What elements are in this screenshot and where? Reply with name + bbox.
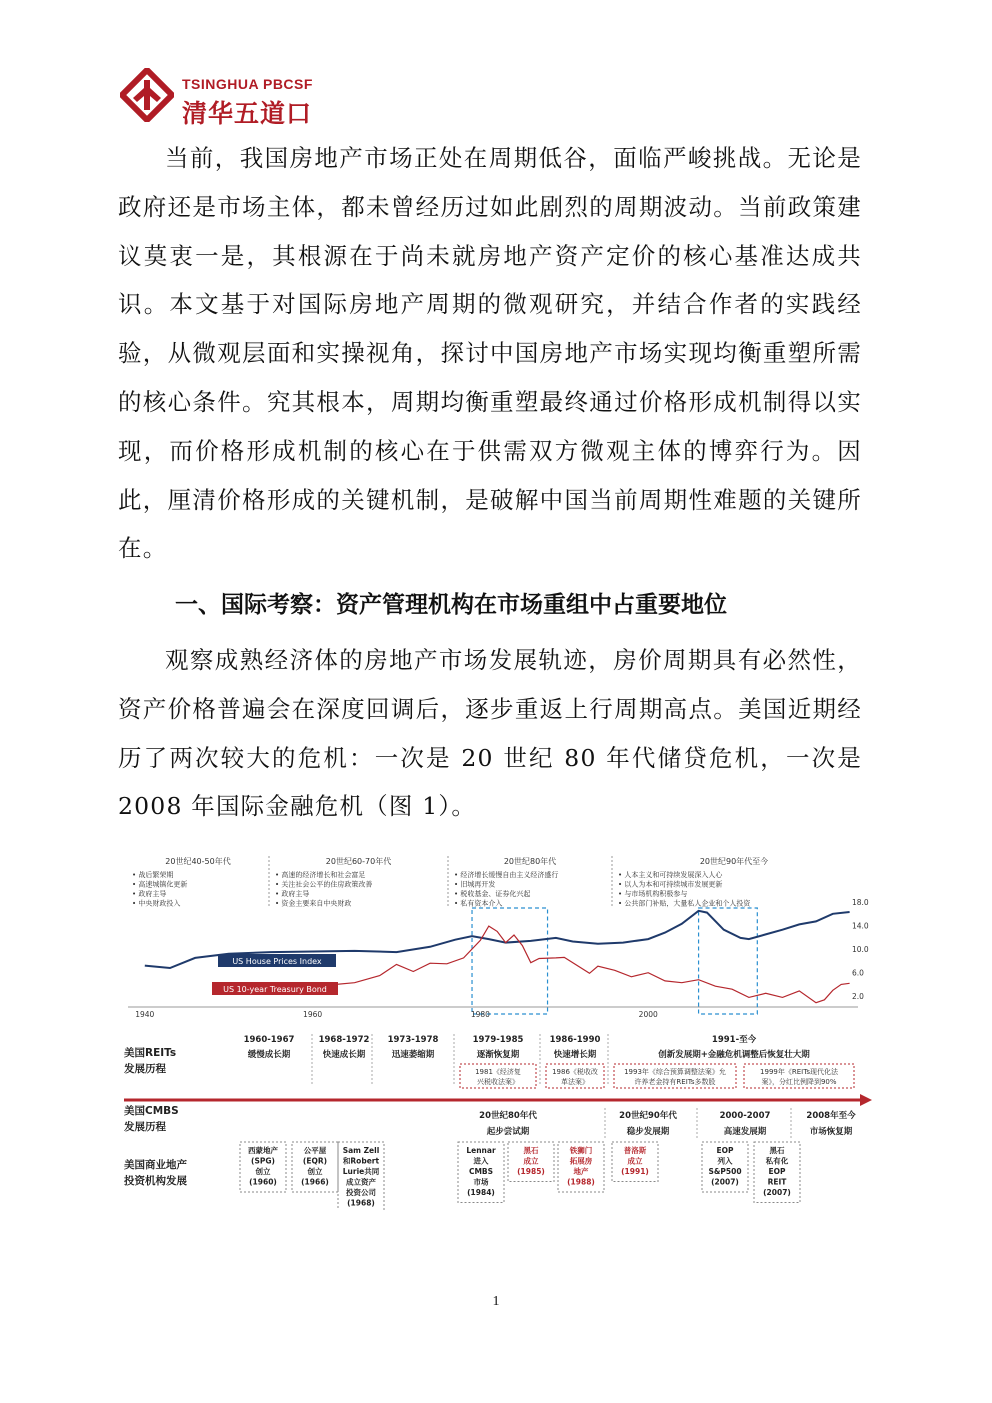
reits-stage-years: 1960-1967 xyxy=(243,1035,295,1045)
figure-1-chart xyxy=(118,850,874,1210)
era-item: • 私有资本介入 xyxy=(454,899,503,908)
reits-note-text: 1993年《综合预算调整法案》允 xyxy=(624,1068,726,1076)
institution-text: (2007) xyxy=(711,1177,739,1187)
era-item: • 战后繁荣期 xyxy=(132,871,174,879)
institution-text: (1988) xyxy=(567,1177,595,1187)
timeline-arrow-icon xyxy=(860,1094,872,1106)
institution-text: 创立 xyxy=(255,1167,271,1176)
institution-text: Sam Zell xyxy=(342,1146,380,1155)
x-tick-label: 2000 xyxy=(638,1010,658,1019)
crisis-highlight-box xyxy=(472,908,548,1014)
institution-text: 投资公司 xyxy=(346,1188,376,1197)
cmbs-stage-name: 高速发展期 xyxy=(723,1127,767,1137)
reits-stage-name: 快速成长期 xyxy=(322,1050,366,1060)
cmbs-stage-years: 2000-2007 xyxy=(719,1111,771,1121)
institution-text: 成立 xyxy=(523,1156,539,1166)
institution-text: 拓展房 xyxy=(569,1156,593,1166)
institution-text: (1966) xyxy=(301,1177,329,1187)
cmbs-stage-name: 市场恢复期 xyxy=(809,1127,853,1137)
legend-label: US House Prices Index xyxy=(232,957,322,966)
cmbs-stage-name: 稳步发展期 xyxy=(626,1127,670,1137)
institution-text: (1985) xyxy=(517,1167,545,1176)
reits-stage-years: 1979-1985 xyxy=(472,1035,524,1045)
logo-emblem-icon xyxy=(120,68,174,122)
reits-stage-years: 1968-1972 xyxy=(318,1035,370,1045)
institution-text: (2007) xyxy=(763,1188,791,1197)
x-tick-label: 1940 xyxy=(135,1010,155,1019)
institution-text: 成立资产 xyxy=(346,1177,376,1187)
era-item: • 政府主导 xyxy=(132,890,167,898)
y-tick-label: 18.0 xyxy=(852,898,869,907)
cmbs-stage-years: 20世纪90年代 xyxy=(619,1111,677,1121)
institution-text: S&P500 xyxy=(708,1167,742,1176)
institution-text: 市场 xyxy=(473,1177,489,1187)
reits-stage-name: 创新发展期+金融危机调整后恢复壮大期 xyxy=(658,1050,810,1060)
reits-note-text: 许养老金持有REITs多数股 xyxy=(634,1078,716,1086)
cmbs-stage-name: 起步尝试期 xyxy=(486,1127,530,1137)
reits-note-text: 案》，分红比例降到90% xyxy=(761,1078,837,1086)
series-line-1 xyxy=(329,926,849,1003)
institution-text: 黑石 xyxy=(769,1146,785,1155)
institutions-row-label: 投资机构发展 xyxy=(124,1175,187,1187)
era-item: • 经济增长缓慢自由主义经济盛行 xyxy=(454,871,559,879)
body-paragraph-2: 观察成熟经济体的房地产市场发展轨迹，房价周期具有必然性，资产价格普遍会在深度回调后，逐步重返上行周期高点。美国近期经历了两次较大的危机：一次是 20 世纪 80 年代储贷危机，一次是 2008 年国际金融危机（图 1）。 xyxy=(118,646,862,821)
reits-stage-name: 缓慢成长期 xyxy=(247,1050,291,1060)
reits-stage-years: 1973-1978 xyxy=(387,1035,439,1045)
era-title: 20世纪60-70年代 xyxy=(325,857,392,866)
institution-text: 普洛斯 xyxy=(623,1146,647,1155)
era-title: 20世纪80年代 xyxy=(503,857,557,866)
reits-note-text: 1999年《REITs现代化法 xyxy=(760,1068,838,1076)
body-paragraph-1: 当前，我国房地产市场正处在周期低谷，面临严峻挑战。无论是政府还是市场主体，都未曾经历过如此剧烈的周期波动。当前政策建议莫衷一是，其根源在于尚未就房地产资产定价的核心基准达成共识。本文基于对国际房地产周期的微观研究，并结合作者的实践经验，从微观层面和实操视角，探讨中国房地产市场实现均衡重塑所需的核心条件。究其根本，周期均衡重塑最终通过价格形成机制得以实现，而价格形成机制的核心在于供需双方微观主体的博弈行为。因此，厘清价格形成的关键机制，是破解中国当前周期性难题的关键所在。 xyxy=(118,144,862,563)
institution-text: Lennar xyxy=(466,1146,496,1155)
logo-english-name: TSINGHUA PBCSF xyxy=(182,76,313,92)
reits-stage-name: 快速增长期 xyxy=(553,1050,597,1060)
logo xyxy=(120,68,350,128)
logo-chinese-name: 清华五道口 xyxy=(182,99,313,128)
era-item: • 政府主导 xyxy=(275,890,310,898)
reits-note-text: 1986《税收改 xyxy=(552,1068,598,1076)
reits-row-label: 发展历程 xyxy=(124,1063,166,1075)
institution-text: 地产 xyxy=(573,1167,589,1176)
institution-text: 黑石 xyxy=(523,1146,539,1155)
institution-text: (1984) xyxy=(467,1188,495,1197)
y-tick-label: 6.0 xyxy=(852,968,864,978)
page-number: 1 xyxy=(492,1294,500,1309)
era-item: • 与市场机构积极参与 xyxy=(618,890,688,898)
reits-stage-years: 1991-至今 xyxy=(711,1035,757,1045)
institution-text: 铁狮门 xyxy=(569,1146,593,1155)
era-item: • 高速城镇化更新 xyxy=(132,880,188,889)
era-item: • 公共部门补贴，大量私人企业和个人投资 xyxy=(618,899,751,908)
era-item: • 以人为本和可持续城市发展更新 xyxy=(618,880,723,889)
institution-text: (SPG) xyxy=(251,1156,275,1166)
era-item: • 人本主义和可持续发展深入人心 xyxy=(618,871,723,879)
y-tick-label: 10.0 xyxy=(852,945,869,955)
institution-text: 成立 xyxy=(627,1156,643,1166)
reits-note-text: 革法案》 xyxy=(561,1078,589,1086)
x-tick-label: 1980 xyxy=(470,1010,490,1019)
era-item: • 关注社会公平的住房政策改善 xyxy=(275,880,373,889)
institution-text: 进入 xyxy=(473,1156,489,1166)
institution-text: (1991) xyxy=(621,1167,649,1176)
institution-text: (1968) xyxy=(347,1198,375,1208)
era-title: 20世纪90年代至今 xyxy=(699,857,769,866)
y-tick-label: 14.0 xyxy=(852,921,869,931)
institution-text: EOP xyxy=(768,1167,786,1176)
reits-stage-years: 1986-1990 xyxy=(549,1035,601,1045)
y-tick-label: 2.0 xyxy=(852,992,864,1002)
institution-text: (EQR) xyxy=(302,1156,328,1166)
cmbs-row-label: 发展历程 xyxy=(124,1121,166,1133)
institution-text: 列入 xyxy=(717,1156,733,1166)
reits-row-label: 美国REITs xyxy=(124,1047,177,1059)
reits-note-text: 1981《经济复 xyxy=(475,1068,521,1076)
institution-text: 创立 xyxy=(307,1167,323,1176)
era-item: • 旧城再开发 xyxy=(454,880,496,889)
institution-text: 和Robert xyxy=(342,1156,380,1166)
institution-text: (1960) xyxy=(249,1177,277,1187)
era-title: 20世纪40-50年代 xyxy=(165,857,231,866)
era-item: • 中央财政投入 xyxy=(132,899,181,908)
cmbs-stage-years: 20世纪80年代 xyxy=(479,1111,537,1121)
reits-note-text: 兴税收法案》 xyxy=(477,1078,519,1086)
crisis-highlight-box xyxy=(699,908,758,1014)
institution-text: Lurie共同 xyxy=(342,1167,380,1176)
reits-stage-name: 逐渐恢复期 xyxy=(476,1050,520,1060)
era-item: • 税收基金、证券化兴起 xyxy=(454,890,531,898)
institution-text: 西蒙地产 xyxy=(248,1146,278,1155)
institution-text: 私有化 xyxy=(765,1156,789,1166)
institution-text: EOP xyxy=(716,1146,734,1155)
era-item: • 资金主要来自中央财政 xyxy=(275,899,352,908)
era-item: • 高速的经济增长和社会富足 xyxy=(275,871,366,879)
institution-text: 公平屋 xyxy=(303,1146,327,1155)
institution-text: CMBS xyxy=(468,1167,494,1176)
cmbs-row-label: 美国CMBS xyxy=(124,1105,179,1117)
section-heading: 一、国际考察：资产管理机构在市场重组中占重要地位 xyxy=(175,592,727,618)
institutions-row-label: 美国商业地产 xyxy=(124,1159,187,1171)
figure-1 xyxy=(118,850,874,1210)
cmbs-stage-years: 2008年至今 xyxy=(806,1111,856,1121)
reits-stage-name: 迅速萎缩期 xyxy=(391,1050,435,1060)
institution-text: REIT xyxy=(767,1177,787,1187)
legend-label: US 10-year Treasury Bond xyxy=(223,985,327,994)
x-tick-label: 1960 xyxy=(303,1010,323,1019)
